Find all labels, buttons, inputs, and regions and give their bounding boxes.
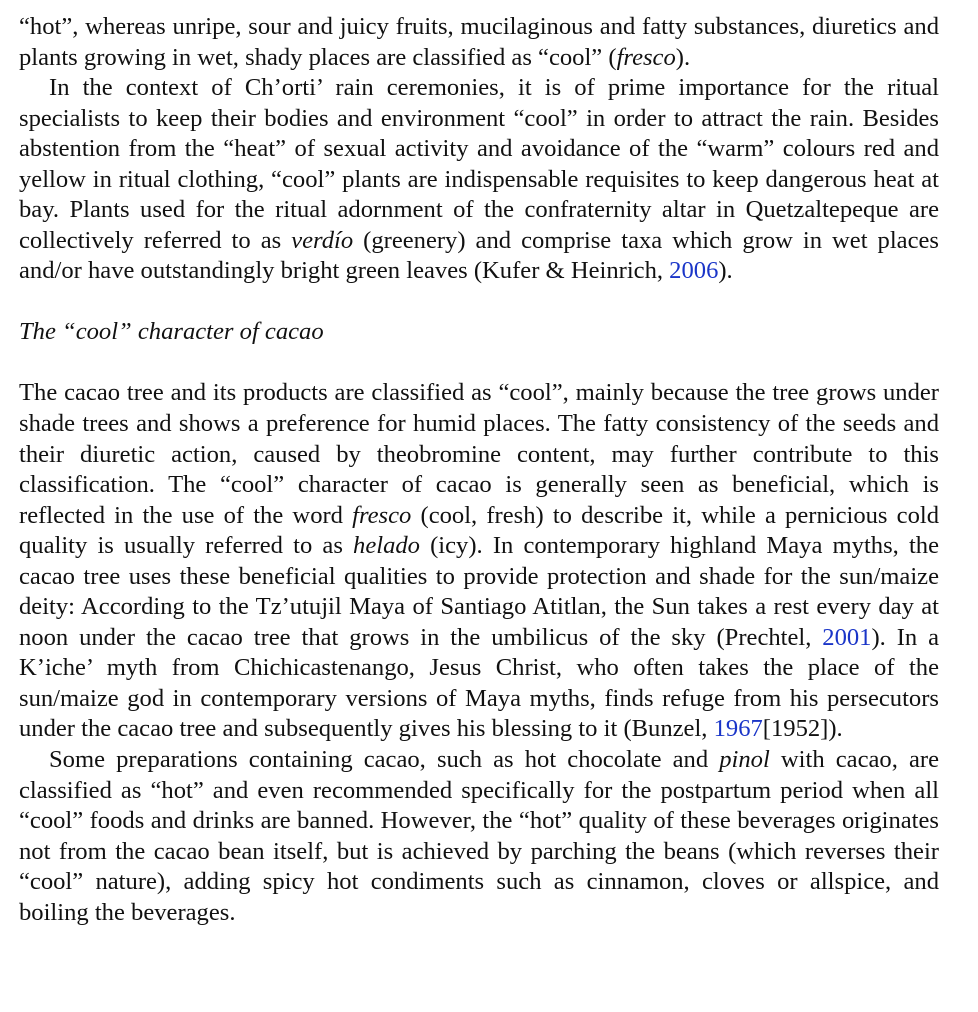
paragraph-rain-ceremonies (19, 73, 939, 287)
citation-link[interactable]: 2001 (822, 623, 872, 651)
paragraph-text: “hot”, whereas unripe, sour and juicy fruits, mucilaginous and fatty substances, diuretics and plants growing in wet, shady places are classified as “cool” ( (19, 13, 939, 71)
paragraph-text: with cacao, are classified as “hot” and even recommended specifically for the postpartum period when all “cool” foods and drinks are banned. However, the “hot” quality of these beverages originates not from the cacao bean itself, but is achieved by parching the beans (which reverses their “cool” nature), adding spicy hot condiments such as cinnamon, cloves or allspice, and boiling the beverages. (19, 746, 939, 926)
paragraph-text: Some preparations containing cacao, such as hot chocolate and (49, 746, 720, 774)
paragraph-continuation (19, 12, 939, 73)
paragraph-text: ). (718, 257, 733, 285)
italic-term: helado (353, 532, 420, 560)
italic-term: pinol (719, 746, 770, 774)
paragraph-text: ). (675, 43, 691, 71)
paragraph-text: (cool, fresh) to describe it, while a pernicious cold quality is usually referred to as (19, 501, 939, 560)
paragraph-hot-preparations (19, 745, 939, 928)
paragraph-text: (greenery) and comprise taxa which grow in wet places and/or have outstandingly bright green leaves (Kufer & Heinrich, (19, 226, 940, 285)
paragraph-text: The cacao tree and its products are classified as “cool”, mainly because the tree grows under shade trees and shows a preference for humid places. The fatty consistency of the seeds and their diuretic action, caused by theobromine content, may further contribute to this classification. The “cool” character of cacao is generally seen as beneficial, which is reflected in the use of the word (19, 379, 939, 529)
paragraph-cool-cacao (19, 378, 939, 745)
paragraph-text: [1952]). (762, 715, 843, 743)
citation-link[interactable]: 2006 (669, 257, 719, 285)
paragraph-text: In the context of Ch’orti’ rain ceremonies, it is of prime importance for the ritual specialists to keep their bodies and environment “cool” in order to attract the rain. Besides abstention from the “heat” of sexual activity and avoidance of the “warm” colours red and yellow in ritual clothing, “cool” plants are indispensable requisites to keep dangerous heat at bay. Plants used for the ritual adornment of the confraternity altar in Quetzaltepeque are collectively referred to as (19, 74, 939, 254)
italic-term: fresco (616, 43, 676, 71)
section-heading: The “cool” character of cacao (19, 318, 324, 346)
italic-term: fresco (352, 501, 412, 529)
paper-page (19, 12, 939, 928)
paragraph-text: ). In a K’iche’ myth from Chichicastenango, Jesus Christ, who often takes the place of the sun/maize god in contemporary versions of Maya myths, finds refuge from his persecutors under the cacao tree and subsequently gives his blessing to it (Bunzel, (19, 623, 939, 743)
paragraph-text: (icy). In contemporary highland Maya myths, the cacao tree uses these beneficial qualities to provide protection and shade for the sun/maize deity: According to the Tz’utujil Maya of Santiago Atitlan, the Sun takes a rest every day at noon under the cacao tree that grows in the umbilicus of the sky (Prechtel, (19, 532, 939, 651)
italic-term: verdío (291, 226, 354, 254)
citation-link[interactable]: 1967 (713, 715, 763, 743)
